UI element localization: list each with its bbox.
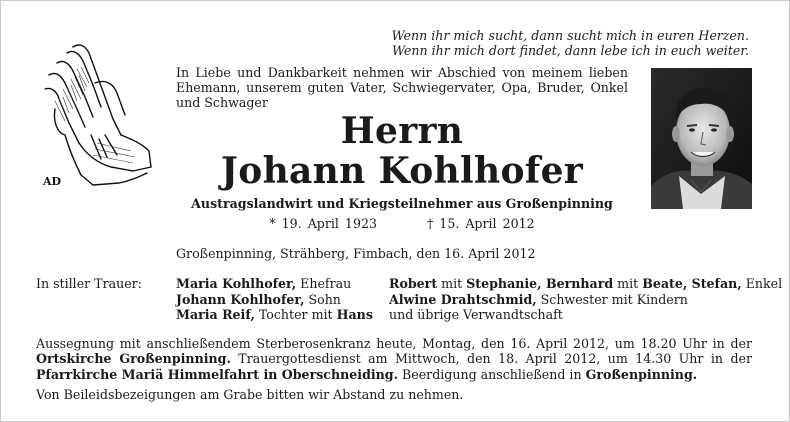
condolence-note: Von Beileidsbezeigungen am Grabe bitten wir Abstand zu nehmen. bbox=[36, 386, 464, 402]
mourner-entry bbox=[389, 292, 782, 308]
funeral-schedule bbox=[36, 336, 752, 382]
place-and-date: Großenpinning, Strähberg, Fimbach, den 16. April 2012 bbox=[176, 246, 536, 261]
quote-line: Wenn ihr mich sucht, dann sucht mich in euren Herzen. bbox=[391, 28, 749, 43]
salutation: Herrn bbox=[340, 110, 464, 152]
quote-line: Wenn ihr mich dort findet, dann lebe ich in euch weiter. bbox=[392, 43, 749, 58]
memorial-quote bbox=[392, 28, 749, 58]
mourner-relation: Enkel bbox=[741, 276, 783, 291]
mourner-name: Stephanie, Bernhard bbox=[466, 276, 614, 291]
deceased-description: Austragslandwirt und Kriegsteilnehmer aus Großenpinning bbox=[191, 196, 613, 211]
death-date: † 15. April 2012 bbox=[427, 216, 535, 231]
mourner-relation: Sohn bbox=[304, 291, 341, 307]
mourner-relation: mit bbox=[613, 276, 643, 291]
mourner-relation: mit bbox=[437, 276, 467, 291]
mourner-relation: Ehefrau bbox=[296, 276, 352, 291]
schedule-location: Pfarrkirche Mariä Himmelfahrt in Oberschneiding. bbox=[36, 366, 399, 382]
life-dates bbox=[176, 216, 628, 231]
mourner-entry bbox=[176, 292, 373, 308]
artist-monogram: AD bbox=[43, 175, 62, 188]
deceased-name: Johann Kohlhofer bbox=[220, 150, 584, 192]
schedule-text: Trauergottesdienst am Mittwoch, den 18. April 2012, um 14.30 Uhr in der bbox=[230, 351, 752, 367]
praying-hands-icon bbox=[35, 39, 155, 189]
mourner-relation: Schwester mit Kindern bbox=[536, 291, 688, 307]
intro-text: In Liebe und Dankbarkeit nehmen wir Abschied von meinem lieben Ehemann, unserem guten Vater, Schwiegervater, Opa, Bruder, Onkel und Schwager bbox=[176, 65, 628, 111]
mourner-name: Beate, Stefan, bbox=[642, 276, 742, 291]
birth-date: * 19. April 1923 bbox=[269, 216, 377, 231]
deceased-photo bbox=[651, 68, 752, 209]
schedule-location: Großenpinning. bbox=[585, 366, 698, 382]
schedule-text: Aussegnung mit anschließendem Sterberosenkranz heute, Montag, den 16. April 2012, um 18.20 Uhr in der bbox=[36, 336, 752, 351]
mourner-entry: und übrige Verwandtschaft bbox=[389, 307, 563, 322]
mourner-entry bbox=[176, 307, 373, 323]
mourner-name: Alwine Drahtschmid, bbox=[389, 291, 537, 307]
mourners-label: In stiller Trauer: bbox=[36, 276, 142, 291]
mourner-name: Robert bbox=[389, 276, 438, 291]
mourners-right-column bbox=[389, 276, 782, 323]
mourner-entry bbox=[389, 276, 782, 292]
mourner-name: Johann Kohlhofer, bbox=[176, 291, 305, 307]
funeral-details bbox=[36, 336, 752, 402]
schedule-text: Beerdigung anschließend in bbox=[398, 366, 586, 382]
schedule-location: Ortskirche Großenpinning. bbox=[36, 351, 231, 367]
mourner-relation: Tochter mit bbox=[254, 307, 337, 322]
mourner-name: Maria Kohlhofer, bbox=[176, 276, 297, 291]
mourner-name: Maria Reif, bbox=[176, 307, 255, 322]
mourner-name: Hans bbox=[336, 307, 373, 322]
mourners-left-column bbox=[176, 276, 373, 323]
mourner-entry bbox=[176, 276, 373, 292]
